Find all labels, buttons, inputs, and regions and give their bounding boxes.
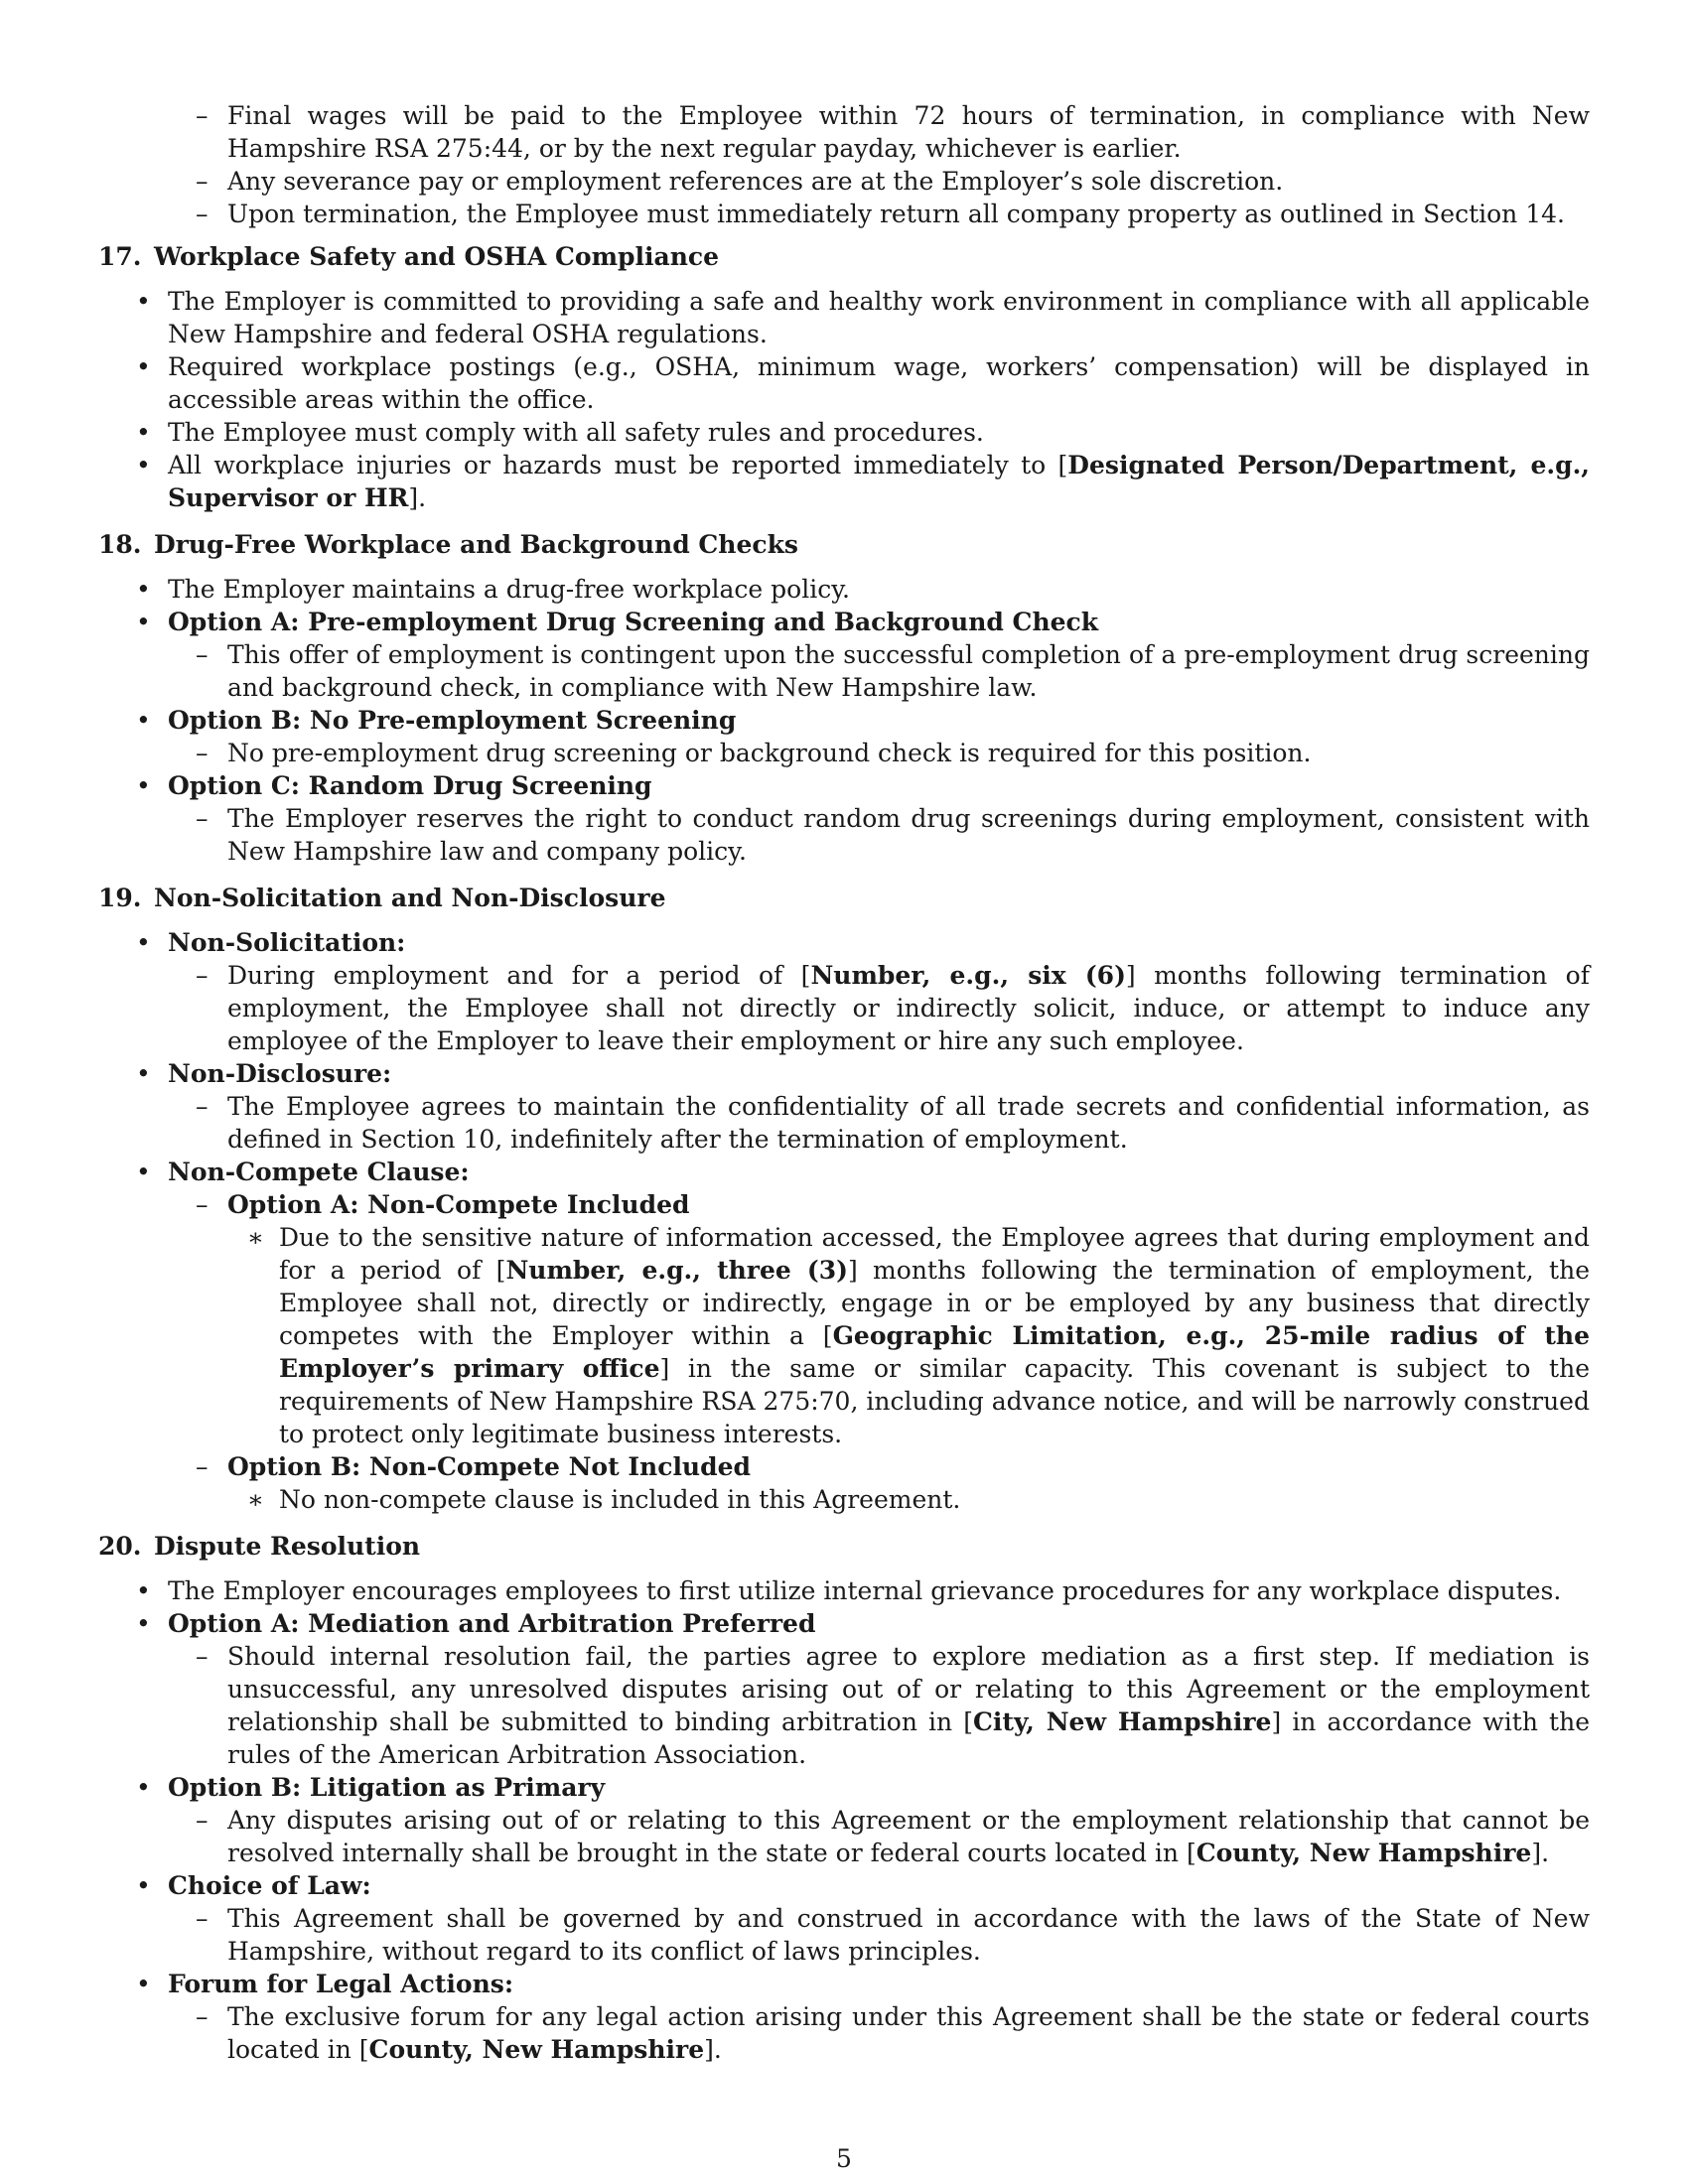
option-title: Option B: Litigation as Primary: [168, 1773, 606, 1802]
dash-marker: –: [196, 640, 209, 669]
item-text: No pre-employment drug screening or background check is required for this position.: [227, 739, 1312, 767]
section-heading-19: [98, 882, 1590, 914]
option-title: Forum for Legal Actions:: [168, 1970, 514, 1998]
dash-marker: –: [196, 1092, 209, 1121]
placeholder-text: Designated Person/Department, e.g., Supervisor or HR: [168, 451, 1590, 512]
placeholder-text: County, New Hampshire: [368, 2035, 705, 2064]
list-item: [98, 704, 1590, 737]
list-item: [98, 198, 1590, 230]
placeholder-text: County, New Hampshire: [1196, 1839, 1532, 1867]
section-number: 17.: [98, 242, 142, 271]
section-heading-20: [98, 1530, 1590, 1563]
dash-marker: –: [196, 200, 209, 228]
dash-marker: –: [196, 961, 209, 990]
dash-marker: –: [196, 2002, 209, 2031]
bullet-marker: •: [136, 451, 151, 479]
section-heading-17: [98, 240, 1590, 273]
list-item: [98, 1156, 1590, 1188]
section-heading-18: [98, 528, 1590, 561]
item-text: Due to the sensitive nature of information accessed, the Employee agrees that during employment and for a period of [: [279, 1223, 1590, 1285]
option-title: Option A: Non-Compete Included: [227, 1190, 690, 1219]
dash-marker: –: [196, 739, 209, 767]
item-text: ].: [408, 483, 427, 512]
list-item: [98, 1902, 1590, 1968]
list-item: [98, 1869, 1590, 1902]
list-item: [98, 959, 1590, 1057]
page-content: [98, 99, 1590, 2066]
bullet-marker: •: [136, 1576, 151, 1605]
bullet-marker: •: [136, 1059, 151, 1088]
dash-marker: –: [196, 167, 209, 196]
item-text: The Employer encourages employees to first utilize internal grievance procedures for any workplace disputes.: [168, 1576, 1562, 1605]
list-item: [98, 769, 1590, 802]
list-item: [98, 1483, 1590, 1516]
option-title: Choice of Law:: [168, 1871, 371, 1900]
option-title: Option B: No Pre-employment Screening: [168, 706, 737, 735]
bullet-marker: •: [136, 706, 151, 735]
list-item: [98, 926, 1590, 959]
item-text: The Employer maintains a drug-free workplace policy.: [168, 575, 850, 604]
item-text: ] months following the termination of employment, the Employee shall not, directly or indirectly, engage in or be employed by any business that directly competes with the Employer within a [: [279, 1256, 1591, 1350]
list-item: [98, 1057, 1590, 1090]
item-text: The exclusive forum for any legal action arising under this Agreement shall be the state or federal courts located in [: [227, 2002, 1590, 2064]
bullet-marker: •: [136, 287, 151, 316]
bullet-marker: •: [136, 352, 151, 381]
item-text: ] in accordance with the rules of the American Arbitration Association.: [227, 1707, 1590, 1769]
item-text: Any severance pay or employment references are at the Employer’s sole discretion.: [227, 167, 1284, 196]
list-item: [98, 638, 1590, 704]
page-number: 5: [836, 2144, 852, 2173]
list-item: [98, 606, 1590, 638]
list-item: [98, 1450, 1590, 1483]
item-text: Required workplace postings (e.g., OSHA, minimum wage, workers’ compensation) will be displayed in accessible areas within the office.: [168, 352, 1590, 414]
list-item: [98, 449, 1590, 514]
item-text: Any disputes arising out of or relating to this Agreement or the employment relationship that cannot be resolved internally shall be brought in the state or federal courts located in [: [227, 1806, 1590, 1867]
option-title: Non-Solicitation:: [168, 928, 406, 957]
item-text: The Employer reserves the right to conduct random drug screenings during employment, consistent with New Hampshire law and company policy.: [227, 804, 1590, 866]
item-text: This offer of employment is contingent upon the successful completion of a pre-employment drug screening and background check, in compliance with New Hampshire law.: [227, 640, 1590, 702]
bullet-marker: •: [136, 1609, 151, 1638]
bullet-marker: •: [136, 575, 151, 604]
list-item: [98, 737, 1590, 769]
item-text: ].: [1531, 1839, 1550, 1867]
section-number: 18.: [98, 530, 142, 559]
placeholder-text: Number, e.g., six (6): [810, 961, 1126, 990]
list-item: [98, 1221, 1590, 1450]
list-item: [98, 1188, 1590, 1221]
bullet-marker: •: [136, 771, 151, 800]
list-item: [98, 2000, 1590, 2066]
list-item: [98, 573, 1590, 606]
section-title: Drug-Free Workplace and Background Checks: [154, 530, 798, 559]
list-item: [98, 1640, 1590, 1771]
item-text: During employment and for a period of [: [227, 961, 811, 990]
item-text: ] months following termination of employment, the Employee shall not directly or indirectly solicit, induce, or attempt to induce any employee of the Employer to leave their employment or hire any such employee.: [227, 961, 1590, 1055]
list-item: [98, 1574, 1590, 1607]
dash-marker: –: [196, 1904, 209, 1933]
dash-marker: –: [196, 1642, 209, 1671]
dash-marker: –: [196, 804, 209, 833]
list-item: [98, 1804, 1590, 1869]
section-title: Workplace Safety and OSHA Compliance: [154, 242, 720, 271]
section-number: 19.: [98, 884, 142, 912]
list-item: [98, 350, 1590, 416]
item-text: The Employer is committed to providing a safe and healthy work environment in compliance with all applicable New Hampshire and federal OSHA regulations.: [168, 287, 1590, 348]
section-title: Non-Solicitation and Non-Disclosure: [154, 884, 666, 912]
option-title: Non-Disclosure:: [168, 1059, 392, 1088]
item-text: All workplace injuries or hazards must be reported immediately to [: [168, 451, 1068, 479]
star-marker: ∗: [247, 1485, 264, 1514]
item-text: The Employee agrees to maintain the confidentiality of all trade secrets and confidential information, as defined in Section 10, indefinitely after the termination of employment.: [227, 1092, 1590, 1154]
list-item: [98, 285, 1590, 350]
bullet-marker: •: [136, 418, 151, 447]
option-title: Option A: Mediation and Arbitration Preferred: [168, 1609, 816, 1638]
star-marker: ∗: [247, 1223, 264, 1252]
bullet-marker: •: [136, 1970, 151, 1998]
placeholder-text: Geographic Limitation, e.g., 25-mile radius of the Employer’s primary office: [279, 1321, 1590, 1383]
item-text: Upon termination, the Employee must immediately return all company property as outlined in Section 14.: [227, 200, 1565, 228]
section-number: 20.: [98, 1532, 142, 1561]
bullet-marker: •: [136, 1871, 151, 1900]
option-title: Option B: Non-Compete Not Included: [227, 1452, 751, 1481]
item-text: The Employee must comply with all safety rules and procedures.: [168, 418, 984, 447]
option-title: Option C: Random Drug Screening: [168, 771, 652, 800]
list-item: [98, 416, 1590, 449]
bullet-marker: •: [136, 928, 151, 957]
placeholder-text: Number, e.g., three (3): [505, 1256, 848, 1285]
section-title: Dispute Resolution: [154, 1532, 421, 1561]
bullet-marker: •: [136, 608, 151, 636]
item-text: This Agreement shall be governed by and construed in accordance with the laws of the State of New Hampshire, without regard to its conflict of laws principles.: [227, 1904, 1590, 1966]
dash-marker: –: [196, 101, 209, 130]
dash-marker: –: [196, 1806, 209, 1835]
item-text: ].: [704, 2035, 722, 2064]
item-text: Should internal resolution fail, the parties agree to explore mediation as a first step. If mediation is unsuccessful, any unresolved disputes arising out of or relating to this Agreement or the employment relationship shall be submitted to binding arbitration in [: [227, 1642, 1590, 1736]
list-item: [98, 165, 1590, 198]
option-title: Option A: Pre-employment Drug Screening and Background Check: [168, 608, 1099, 636]
list-item: [98, 1968, 1590, 2000]
bullet-marker: •: [136, 1773, 151, 1802]
item-text: No non-compete clause is included in this Agreement.: [279, 1485, 961, 1514]
option-title: Non-Compete Clause:: [168, 1158, 470, 1186]
item-text: Final wages will be paid to the Employee within 72 hours of termination, in compliance with New Hampshire RSA 275:44, or by the next regular payday, whichever is earlier.: [227, 101, 1590, 163]
list-item: [98, 99, 1590, 165]
item-text: ] in the same or similar capacity. This covenant is subject to the requirements of New Hampshire RSA 275:70, including advance notice, and will be narrowly construed to protect only legitimate business interests.: [279, 1354, 1590, 1448]
dash-marker: –: [196, 1190, 209, 1219]
bullet-marker: •: [136, 1158, 151, 1186]
list-item: [98, 1771, 1590, 1804]
list-item: [98, 802, 1590, 868]
list-item: [98, 1090, 1590, 1156]
placeholder-text: City, New Hampshire: [973, 1707, 1272, 1736]
list-item: [98, 1607, 1590, 1640]
dash-marker: –: [196, 1452, 209, 1481]
